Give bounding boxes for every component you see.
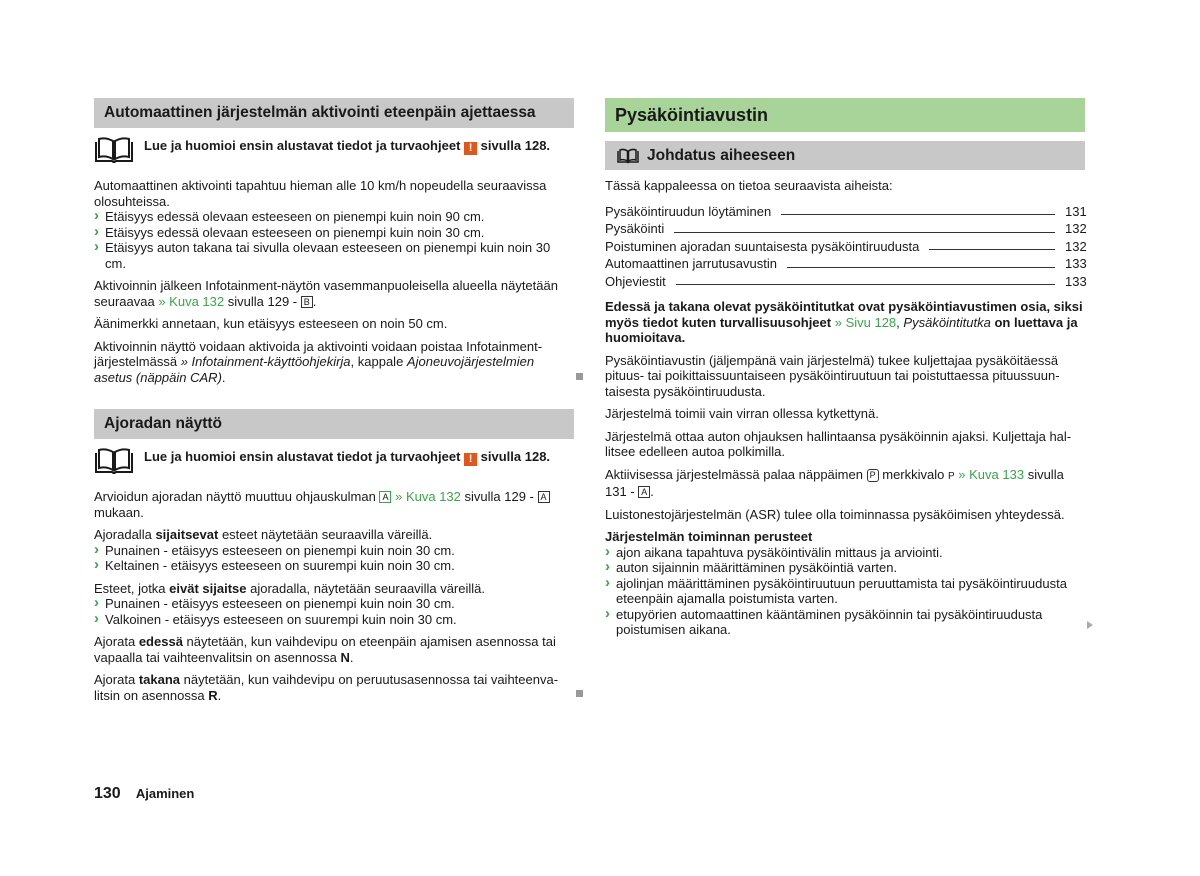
warning-icon: ! (464, 142, 477, 155)
indicator-paragraph (605, 467, 1085, 500)
emphasis: takana (138, 672, 181, 687)
toc-title: Ohjeviestit (605, 273, 666, 289)
toc-page: 132 (1065, 221, 1087, 236)
continue-arrow-icon (1087, 621, 1093, 629)
toc-page: 131 (1065, 203, 1087, 219)
warning-icon: ! (464, 453, 477, 466)
text: mukaan. (94, 504, 144, 520)
text: . (349, 649, 354, 665)
text: . (217, 687, 222, 703)
steering-paragraph: Järjestelmä ottaa auton ohjauksen hallintaansa pysäköinnin ajaksi. Kuljettaja hallitsee edelleen autoa polkimilla. (605, 428, 1072, 459)
text: Esteet, jotka (94, 580, 166, 596)
text: . (221, 369, 226, 385)
list-item: › Etäisyys edessä olevaan esteeseen on pienempi kuin noin 90 cm. (94, 209, 574, 225)
left-column (94, 98, 574, 710)
text: Ajoradalla (94, 527, 152, 542)
section-heading-auto-activation: Automaattinen järjestelmän aktivointi eteenpäin ajettaessa (94, 98, 574, 128)
toc-page: 132 (1065, 238, 1087, 254)
text: Aktiivisessa järjestelmässä palaa näppäimen (605, 466, 863, 482)
figure-callout-a: A (538, 491, 550, 503)
emphasis: sijaitsevat (155, 527, 219, 542)
activation-display-paragraph (94, 278, 574, 309)
power-paragraph: Järjestelmä toimii vain virran ollessa kytkettynä. (605, 406, 879, 421)
text: , kappale (350, 354, 404, 369)
text: , (896, 314, 900, 330)
page-link[interactable]: » Sivu 128 (834, 314, 897, 330)
activation-conditions-list (94, 209, 574, 271)
text: sivulla 129 - (227, 293, 298, 309)
sound-paragraph: Äänimerkki annetaan, kun etäisyys esteeseen on noin 50 cm. (94, 316, 448, 331)
note-page-ref[interactable]: sivulla 128. (480, 138, 551, 153)
text: esteet näytetään seuraavilla väreillä. (221, 527, 433, 542)
off-track-colors-list (94, 596, 574, 627)
toc-row[interactable] (605, 254, 1085, 272)
text: Arvioidun ajoradan näyttö muuttuu ohjauskulman (94, 489, 376, 504)
text: näytetään, kun vaihdevipu on eteenpäin ajamisen asennossa tai vapaalla tai vaihteenvalitsin on asennossa (94, 634, 556, 665)
safety-note-text (144, 447, 550, 466)
book-icon (617, 148, 639, 164)
toc-row[interactable] (605, 272, 1085, 290)
rear-track-paragraph (94, 672, 574, 703)
text: sivulla 129 - (464, 489, 534, 504)
safety-paragraph (605, 299, 1085, 346)
list-item: › auton sijainnin määrittäminen pysäköintiä varten. (605, 560, 1085, 576)
safety-note (94, 447, 574, 475)
figure-callout-a: A (638, 486, 650, 498)
system-description: Pysäköintiavustin (jäljempänä vain järjestelmä) tukee kuljettajaa pysäköitäessä pituus- tai poikittaissuuntaiseen pysäköintiruutuun tai poistuttaessa pituussuuntaisesta pysäköintiruudusta. (605, 352, 1060, 399)
text: Aktivoinnin jälkeen Infotainment-näytön vasemmanpuoleisella alueella näytetään seuraavaa (94, 278, 558, 309)
list-item: › etupyörien automaattinen kääntäminen pysäköinnin tai pysäköintiruudusta poistumisen aikana. (605, 607, 1085, 638)
list-item: › Punainen - etäisyys esteeseen on pienempi kuin noin 30 cm. (94, 543, 574, 559)
text: Edessä ja takana olevat pysäköintitutkat ovat pysäköintiavustimen osia, siksi myös tiedot kuten turvallisuusohjeet (605, 299, 1083, 330)
list-item: › Punainen - etäisyys esteeseen on pienempi kuin noin 30 cm. (94, 596, 574, 612)
toc-title: Pysäköinti (605, 221, 665, 236)
list-item: › ajon aikana tapahtuva pysäköintivälin mittaus ja arviointi. (605, 545, 1085, 561)
toc-leader (787, 267, 1055, 268)
list-item: › Etäisyys auton takana tai sivulla olevaan esteeseen on pienempi kuin noin 30 cm. (94, 240, 574, 271)
gear-r: R (208, 687, 218, 703)
emphasis: edessä (138, 634, 183, 649)
figure-callout-b: B (301, 296, 313, 308)
chapter-title: Pysäköintiavustin (605, 98, 1085, 132)
section-end-marker (576, 373, 583, 380)
table-of-contents (605, 202, 1085, 290)
section-heading-trajectory: Ajoradan näyttö (94, 409, 574, 439)
auto-activation-intro: Automaattinen aktivointi tapahtuu hieman alle 10 km/h nopeudella seuraavissa olosuhteissa. (94, 178, 547, 209)
book-icon (94, 136, 134, 164)
book-icon (94, 447, 134, 475)
intro-heading (605, 141, 1085, 170)
text: Aktivoinnin näyttö voidaan aktivoida ja aktivointi voidaan poistaa Infotainment-järjestelmässä (94, 338, 543, 369)
display-settings-paragraph (94, 339, 574, 386)
text: Ajorata (94, 634, 136, 649)
safety-note-text (144, 136, 550, 155)
text: on luettava ja huomioitava. (605, 314, 1078, 345)
basics-list (605, 545, 1085, 638)
text: sivulla 131 - (605, 466, 1064, 499)
toc-intro: Tässä kappaleessa on tietoa seuraavista aiheista: (605, 178, 893, 193)
list-item: › Valkoinen - etäisyys esteeseen on suurempi kuin noin 30 cm. (94, 612, 574, 628)
text: . (312, 293, 317, 309)
page-footer (94, 786, 194, 802)
toc-leader (676, 284, 1055, 285)
obstacles-on-track-paragraph (94, 527, 574, 543)
trajectory-paragraph (94, 489, 574, 520)
gear-n: N (340, 649, 350, 665)
toc-leader (929, 249, 1055, 250)
section-name: Ajaminen (135, 786, 195, 801)
figure-callout-a: A (379, 491, 391, 503)
obstacles-off-track-paragraph (94, 581, 574, 597)
intro-heading-text: Johdatus aiheeseen (647, 147, 796, 164)
toc-page: 133 (1065, 256, 1087, 271)
toc-title: Pysäköintiruudun löytäminen (605, 203, 772, 219)
toc-leader (781, 214, 1055, 215)
toc-title: Poistuminen ajoradan suuntaisesta pysäköintiruudusta (605, 238, 920, 254)
toc-leader (674, 232, 1055, 233)
note-label: Lue ja huomioi ensin alustavat tiedot ja turvaohjeet (144, 449, 461, 464)
settings-reference: Ajoneuvojärjestelmien asetus (näppäin CAR) (94, 354, 535, 385)
text: ajoradalla, näytetään seuraavilla väreillä. (250, 580, 485, 596)
safety-note (94, 136, 574, 164)
toc-row[interactable] (605, 237, 1085, 255)
basics-heading: Järjestelmän toiminnan perusteet (605, 529, 813, 544)
toc-page: 133 (1065, 273, 1087, 289)
text: merkkivalo (882, 466, 945, 482)
on-track-colors-list (94, 543, 574, 574)
emphasis: eivät sijaitse (169, 580, 247, 596)
park-button-icon: P (867, 469, 879, 482)
chapter-reference: Pysäköintitutka (903, 314, 991, 330)
list-item: › ajolinjan määrittäminen pysäköintiruutuun peruuttamista tai pysäköintiruudusta eteenpäin ajamalla poistumista varten. (605, 576, 1085, 607)
note-label: Lue ja huomioi ensin alustavat tiedot ja turvaohjeet (144, 138, 461, 153)
toc-title: Automaattinen jarrutusavustin (605, 256, 777, 271)
text: Ajorata (94, 672, 136, 687)
manual-reference[interactable]: » Infotainment-käyttöohjekirja (180, 354, 351, 369)
toc-row[interactable] (605, 202, 1085, 220)
text: . (650, 484, 654, 499)
front-track-paragraph (94, 634, 574, 665)
toc-row[interactable] (605, 219, 1085, 237)
figure-link[interactable]: » Kuva 132 (395, 489, 461, 504)
park-indicator-icon: P (947, 470, 955, 482)
note-page-ref[interactable]: sivulla 128. (480, 449, 551, 464)
right-column (605, 98, 1085, 645)
page-number: 130 (94, 785, 121, 802)
list-item: › Keltainen - etäisyys esteeseen on suurempi kuin noin 30 cm. (94, 558, 574, 574)
figure-link[interactable]: » Kuva 133 (958, 466, 1025, 482)
asr-paragraph: Luistonestojärjestelmän (ASR) tulee olla toiminnassa pysäköimisen yhteydessä. (605, 506, 1065, 522)
list-item: › Etäisyys edessä olevaan esteeseen on pienempi kuin noin 30 cm. (94, 225, 574, 241)
figure-link[interactable]: » Kuva 132 (158, 293, 225, 309)
text: näytetään, kun vaihdevipu on peruutusasennossa tai vaihteenvalitsin on asennossa (94, 672, 559, 703)
section-end-marker (576, 690, 583, 697)
